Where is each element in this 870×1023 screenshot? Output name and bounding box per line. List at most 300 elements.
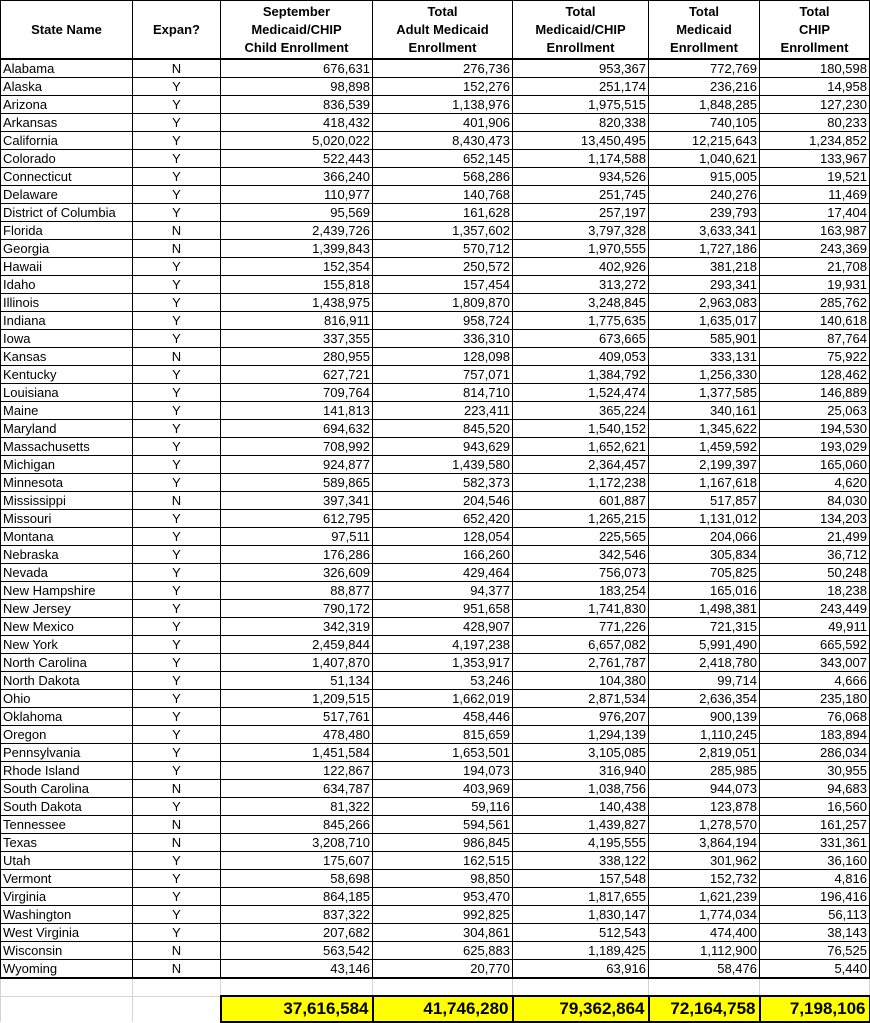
medicaid-chip-cell[interactable]: 313,272 (513, 276, 649, 294)
expansion-cell[interactable]: Y (133, 582, 221, 600)
expansion-cell[interactable]: N (133, 348, 221, 366)
header-total-medicaid[interactable]: Total Medicaid Enrollment (649, 1, 760, 60)
adult-medicaid-cell[interactable]: 428,907 (373, 618, 513, 636)
medicaid-cell[interactable]: 1,167,618 (649, 474, 760, 492)
chip-cell[interactable]: 180,598 (760, 59, 870, 78)
state-name-cell[interactable]: Minnesota (1, 474, 133, 492)
expansion-cell[interactable]: Y (133, 168, 221, 186)
state-name-cell[interactable]: New York (1, 636, 133, 654)
adult-medicaid-cell[interactable]: 845,520 (373, 420, 513, 438)
child-enrollment-cell[interactable]: 694,632 (221, 420, 373, 438)
medicaid-cell[interactable]: 1,040,621 (649, 150, 760, 168)
adult-medicaid-cell[interactable]: 570,712 (373, 240, 513, 258)
medicaid-cell[interactable]: 204,066 (649, 528, 760, 546)
medicaid-cell[interactable]: 1,459,592 (649, 438, 760, 456)
medicaid-cell[interactable]: 239,793 (649, 204, 760, 222)
child-enrollment-cell[interactable]: 708,992 (221, 438, 373, 456)
child-enrollment-cell[interactable]: 2,459,844 (221, 636, 373, 654)
medicaid-cell[interactable]: 240,276 (649, 186, 760, 204)
adult-medicaid-cell[interactable]: 1,662,019 (373, 690, 513, 708)
expansion-cell[interactable]: Y (133, 744, 221, 762)
chip-cell[interactable]: 285,762 (760, 294, 870, 312)
child-enrollment-cell[interactable]: 397,341 (221, 492, 373, 510)
medicaid-chip-cell[interactable]: 157,548 (513, 870, 649, 888)
medicaid-chip-cell[interactable]: 1,294,139 (513, 726, 649, 744)
medicaid-cell[interactable]: 3,864,194 (649, 834, 760, 852)
expansion-cell[interactable]: Y (133, 636, 221, 654)
state-name-cell[interactable]: Delaware (1, 186, 133, 204)
state-name-cell[interactable]: Louisiana (1, 384, 133, 402)
medicaid-chip-cell[interactable]: 934,526 (513, 168, 649, 186)
expansion-cell[interactable]: Y (133, 528, 221, 546)
medicaid-cell[interactable]: 2,636,354 (649, 690, 760, 708)
expansion-cell[interactable]: Y (133, 546, 221, 564)
chip-cell[interactable]: 331,361 (760, 834, 870, 852)
medicaid-chip-cell[interactable]: 1,652,621 (513, 438, 649, 456)
total-adult-medicaid[interactable]: 41,746,280 (373, 996, 513, 1022)
medicaid-cell[interactable]: 99,714 (649, 672, 760, 690)
child-enrollment-cell[interactable]: 155,818 (221, 276, 373, 294)
adult-medicaid-cell[interactable]: 223,411 (373, 402, 513, 420)
expansion-cell[interactable]: Y (133, 906, 221, 924)
adult-medicaid-cell[interactable]: 1,809,870 (373, 294, 513, 312)
chip-cell[interactable]: 127,230 (760, 96, 870, 114)
chip-cell[interactable]: 128,462 (760, 366, 870, 384)
state-name-cell[interactable]: Pennsylvania (1, 744, 133, 762)
child-enrollment-cell[interactable]: 612,795 (221, 510, 373, 528)
child-enrollment-cell[interactable]: 175,607 (221, 852, 373, 870)
adult-medicaid-cell[interactable]: 152,276 (373, 78, 513, 96)
expansion-cell[interactable]: N (133, 960, 221, 979)
medicaid-chip-cell[interactable]: 365,224 (513, 402, 649, 420)
adult-medicaid-cell[interactable]: 958,724 (373, 312, 513, 330)
medicaid-chip-cell[interactable]: 673,665 (513, 330, 649, 348)
state-name-cell[interactable]: Texas (1, 834, 133, 852)
state-name-cell[interactable]: Iowa (1, 330, 133, 348)
expansion-cell[interactable]: N (133, 780, 221, 798)
medicaid-cell[interactable]: 1,256,330 (649, 366, 760, 384)
child-enrollment-cell[interactable]: 5,020,022 (221, 132, 373, 150)
chip-cell[interactable]: 1,234,852 (760, 132, 870, 150)
state-name-cell[interactable]: New Hampshire (1, 582, 133, 600)
child-enrollment-cell[interactable]: 95,569 (221, 204, 373, 222)
medicaid-chip-cell[interactable]: 2,761,787 (513, 654, 649, 672)
adult-medicaid-cell[interactable]: 336,310 (373, 330, 513, 348)
medicaid-cell[interactable]: 2,819,051 (649, 744, 760, 762)
header-child-enrollment[interactable]: September Medicaid/CHIP Child Enrollment (221, 1, 373, 60)
medicaid-chip-cell[interactable]: 1,265,215 (513, 510, 649, 528)
chip-cell[interactable]: 84,030 (760, 492, 870, 510)
expansion-cell[interactable]: Y (133, 798, 221, 816)
medicaid-cell[interactable]: 152,732 (649, 870, 760, 888)
medicaid-chip-cell[interactable]: 257,197 (513, 204, 649, 222)
state-name-cell[interactable]: South Carolina (1, 780, 133, 798)
chip-cell[interactable]: 243,449 (760, 600, 870, 618)
medicaid-cell[interactable]: 1,635,017 (649, 312, 760, 330)
medicaid-cell[interactable]: 1,498,381 (649, 600, 760, 618)
child-enrollment-cell[interactable]: 1,209,515 (221, 690, 373, 708)
expansion-cell[interactable]: Y (133, 150, 221, 168)
child-enrollment-cell[interactable]: 790,172 (221, 600, 373, 618)
child-enrollment-cell[interactable]: 418,432 (221, 114, 373, 132)
state-name-cell[interactable]: Maryland (1, 420, 133, 438)
child-enrollment-cell[interactable]: 924,877 (221, 456, 373, 474)
chip-cell[interactable]: 30,955 (760, 762, 870, 780)
chip-cell[interactable]: 87,764 (760, 330, 870, 348)
adult-medicaid-cell[interactable]: 250,572 (373, 258, 513, 276)
child-enrollment-cell[interactable]: 837,322 (221, 906, 373, 924)
child-enrollment-cell[interactable]: 589,865 (221, 474, 373, 492)
child-enrollment-cell[interactable]: 366,240 (221, 168, 373, 186)
state-name-cell[interactable]: Tennessee (1, 816, 133, 834)
medicaid-cell[interactable]: 236,216 (649, 78, 760, 96)
medicaid-chip-cell[interactable]: 402,926 (513, 258, 649, 276)
state-name-cell[interactable]: Nevada (1, 564, 133, 582)
expansion-cell[interactable]: Y (133, 888, 221, 906)
state-name-cell[interactable]: New Jersey (1, 600, 133, 618)
state-name-cell[interactable]: Alabama (1, 59, 133, 78)
medicaid-chip-cell[interactable]: 1,975,515 (513, 96, 649, 114)
expansion-cell[interactable]: Y (133, 924, 221, 942)
chip-cell[interactable]: 76,525 (760, 942, 870, 960)
state-name-cell[interactable]: Vermont (1, 870, 133, 888)
expansion-cell[interactable]: Y (133, 384, 221, 402)
chip-cell[interactable]: 21,499 (760, 528, 870, 546)
expansion-cell[interactable]: N (133, 59, 221, 78)
adult-medicaid-cell[interactable]: 403,969 (373, 780, 513, 798)
child-enrollment-cell[interactable]: 845,266 (221, 816, 373, 834)
empty-cell[interactable] (649, 978, 760, 996)
expansion-cell[interactable]: N (133, 492, 221, 510)
medicaid-chip-cell[interactable]: 953,367 (513, 59, 649, 78)
medicaid-chip-cell[interactable]: 183,254 (513, 582, 649, 600)
medicaid-cell[interactable]: 58,476 (649, 960, 760, 979)
medicaid-chip-cell[interactable]: 1,384,792 (513, 366, 649, 384)
child-enrollment-cell[interactable]: 1,438,975 (221, 294, 373, 312)
chip-cell[interactable]: 133,967 (760, 150, 870, 168)
total-child-enrollment[interactable]: 37,616,584 (221, 996, 373, 1022)
medicaid-chip-cell[interactable]: 756,073 (513, 564, 649, 582)
expansion-cell[interactable]: Y (133, 204, 221, 222)
child-enrollment-cell[interactable]: 634,787 (221, 780, 373, 798)
child-enrollment-cell[interactable]: 43,146 (221, 960, 373, 979)
expansion-cell[interactable]: Y (133, 708, 221, 726)
medicaid-cell[interactable]: 585,901 (649, 330, 760, 348)
medicaid-chip-cell[interactable]: 3,105,085 (513, 744, 649, 762)
state-name-cell[interactable]: Montana (1, 528, 133, 546)
child-enrollment-cell[interactable]: 342,319 (221, 618, 373, 636)
state-name-cell[interactable]: Rhode Island (1, 762, 133, 780)
medicaid-chip-cell[interactable]: 251,174 (513, 78, 649, 96)
medicaid-cell[interactable]: 944,073 (649, 780, 760, 798)
child-enrollment-cell[interactable]: 141,813 (221, 402, 373, 420)
chip-cell[interactable]: 50,248 (760, 564, 870, 582)
child-enrollment-cell[interactable]: 98,898 (221, 78, 373, 96)
chip-cell[interactable]: 17,404 (760, 204, 870, 222)
child-enrollment-cell[interactable]: 1,407,870 (221, 654, 373, 672)
empty-cell[interactable] (133, 978, 221, 996)
chip-cell[interactable]: 343,007 (760, 654, 870, 672)
state-name-cell[interactable]: Washington (1, 906, 133, 924)
expansion-cell[interactable]: Y (133, 564, 221, 582)
child-enrollment-cell[interactable]: 709,764 (221, 384, 373, 402)
medicaid-cell[interactable]: 2,199,397 (649, 456, 760, 474)
expansion-cell[interactable]: Y (133, 186, 221, 204)
expansion-cell[interactable]: Y (133, 78, 221, 96)
chip-cell[interactable]: 4,666 (760, 672, 870, 690)
state-name-cell[interactable]: Arizona (1, 96, 133, 114)
medicaid-chip-cell[interactable]: 1,524,474 (513, 384, 649, 402)
child-enrollment-cell[interactable]: 88,877 (221, 582, 373, 600)
state-name-cell[interactable]: Mississippi (1, 492, 133, 510)
chip-cell[interactable]: 163,987 (760, 222, 870, 240)
medicaid-cell[interactable]: 474,400 (649, 924, 760, 942)
medicaid-cell[interactable]: 1,848,285 (649, 96, 760, 114)
medicaid-chip-cell[interactable]: 976,207 (513, 708, 649, 726)
medicaid-cell[interactable]: 333,131 (649, 348, 760, 366)
adult-medicaid-cell[interactable]: 1,138,976 (373, 96, 513, 114)
expansion-cell[interactable]: Y (133, 654, 221, 672)
medicaid-cell[interactable]: 740,105 (649, 114, 760, 132)
medicaid-cell[interactable]: 1,278,570 (649, 816, 760, 834)
medicaid-cell[interactable]: 2,418,780 (649, 654, 760, 672)
adult-medicaid-cell[interactable]: 594,561 (373, 816, 513, 834)
medicaid-cell[interactable]: 1,112,900 (649, 942, 760, 960)
adult-medicaid-cell[interactable]: 953,470 (373, 888, 513, 906)
medicaid-cell[interactable]: 1,727,186 (649, 240, 760, 258)
header-total-chip[interactable]: Total CHIP Enrollment (760, 1, 870, 60)
adult-medicaid-cell[interactable]: 53,246 (373, 672, 513, 690)
empty-cell[interactable] (1, 978, 133, 996)
medicaid-cell[interactable]: 1,377,585 (649, 384, 760, 402)
header-total-medicaid-chip[interactable]: Total Medicaid/CHIP Enrollment (513, 1, 649, 60)
empty-cell[interactable] (513, 978, 649, 996)
adult-medicaid-cell[interactable]: 1,653,501 (373, 744, 513, 762)
expansion-cell[interactable]: Y (133, 600, 221, 618)
header-state-name[interactable]: State Name (1, 1, 133, 60)
adult-medicaid-cell[interactable]: 582,373 (373, 474, 513, 492)
medicaid-cell[interactable]: 1,110,245 (649, 726, 760, 744)
adult-medicaid-cell[interactable]: 1,439,580 (373, 456, 513, 474)
chip-cell[interactable]: 25,063 (760, 402, 870, 420)
chip-cell[interactable]: 140,618 (760, 312, 870, 330)
medicaid-chip-cell[interactable]: 820,338 (513, 114, 649, 132)
medicaid-chip-cell[interactable]: 512,543 (513, 924, 649, 942)
expansion-cell[interactable]: Y (133, 438, 221, 456)
adult-medicaid-cell[interactable]: 276,736 (373, 59, 513, 78)
adult-medicaid-cell[interactable]: 986,845 (373, 834, 513, 852)
child-enrollment-cell[interactable]: 326,609 (221, 564, 373, 582)
medicaid-chip-cell[interactable]: 1,189,425 (513, 942, 649, 960)
expansion-cell[interactable]: N (133, 834, 221, 852)
medicaid-chip-cell[interactable]: 3,248,845 (513, 294, 649, 312)
adult-medicaid-cell[interactable]: 20,770 (373, 960, 513, 979)
medicaid-cell[interactable]: 165,016 (649, 582, 760, 600)
state-name-cell[interactable]: Georgia (1, 240, 133, 258)
chip-cell[interactable]: 49,911 (760, 618, 870, 636)
medicaid-chip-cell[interactable]: 771,226 (513, 618, 649, 636)
expansion-cell[interactable]: N (133, 816, 221, 834)
adult-medicaid-cell[interactable]: 162,515 (373, 852, 513, 870)
adult-medicaid-cell[interactable]: 166,260 (373, 546, 513, 564)
adult-medicaid-cell[interactable]: 304,861 (373, 924, 513, 942)
state-name-cell[interactable]: Utah (1, 852, 133, 870)
empty-cell[interactable] (221, 978, 373, 996)
adult-medicaid-cell[interactable]: 59,116 (373, 798, 513, 816)
empty-cell[interactable] (1, 996, 133, 1022)
adult-medicaid-cell[interactable]: 401,906 (373, 114, 513, 132)
child-enrollment-cell[interactable]: 676,631 (221, 59, 373, 78)
state-name-cell[interactable]: Oklahoma (1, 708, 133, 726)
total-chip[interactable]: 7,198,106 (760, 996, 870, 1022)
expansion-cell[interactable]: Y (133, 258, 221, 276)
chip-cell[interactable]: 80,233 (760, 114, 870, 132)
state-name-cell[interactable]: Wisconsin (1, 942, 133, 960)
child-enrollment-cell[interactable]: 81,322 (221, 798, 373, 816)
chip-cell[interactable]: 4,620 (760, 474, 870, 492)
child-enrollment-cell[interactable]: 478,480 (221, 726, 373, 744)
child-enrollment-cell[interactable]: 152,354 (221, 258, 373, 276)
expansion-cell[interactable]: Y (133, 510, 221, 528)
expansion-cell[interactable]: Y (133, 672, 221, 690)
expansion-cell[interactable]: N (133, 942, 221, 960)
state-name-cell[interactable]: Kentucky (1, 366, 133, 384)
adult-medicaid-cell[interactable]: 98,850 (373, 870, 513, 888)
state-name-cell[interactable]: Illinois (1, 294, 133, 312)
chip-cell[interactable]: 21,708 (760, 258, 870, 276)
adult-medicaid-cell[interactable]: 161,628 (373, 204, 513, 222)
medicaid-cell[interactable]: 12,215,643 (649, 132, 760, 150)
child-enrollment-cell[interactable]: 517,761 (221, 708, 373, 726)
medicaid-chip-cell[interactable]: 13,450,495 (513, 132, 649, 150)
expansion-cell[interactable]: Y (133, 366, 221, 384)
state-name-cell[interactable]: Oregon (1, 726, 133, 744)
state-name-cell[interactable]: Missouri (1, 510, 133, 528)
chip-cell[interactable]: 194,530 (760, 420, 870, 438)
state-name-cell[interactable]: Ohio (1, 690, 133, 708)
child-enrollment-cell[interactable]: 1,451,584 (221, 744, 373, 762)
state-name-cell[interactable]: District of Columbia (1, 204, 133, 222)
expansion-cell[interactable]: Y (133, 402, 221, 420)
medicaid-cell[interactable]: 1,621,239 (649, 888, 760, 906)
state-name-cell[interactable]: North Carolina (1, 654, 133, 672)
chip-cell[interactable]: 665,592 (760, 636, 870, 654)
medicaid-cell[interactable]: 900,139 (649, 708, 760, 726)
adult-medicaid-cell[interactable]: 814,710 (373, 384, 513, 402)
adult-medicaid-cell[interactable]: 1,357,602 (373, 222, 513, 240)
medicaid-cell[interactable]: 285,985 (649, 762, 760, 780)
child-enrollment-cell[interactable]: 2,439,726 (221, 222, 373, 240)
header-adult-medicaid[interactable]: Total Adult Medicaid Enrollment (373, 1, 513, 60)
child-enrollment-cell[interactable]: 176,286 (221, 546, 373, 564)
expansion-cell[interactable]: Y (133, 726, 221, 744)
medicaid-chip-cell[interactable]: 601,887 (513, 492, 649, 510)
state-name-cell[interactable]: Connecticut (1, 168, 133, 186)
adult-medicaid-cell[interactable]: 194,073 (373, 762, 513, 780)
state-name-cell[interactable]: Wyoming (1, 960, 133, 979)
state-name-cell[interactable]: North Dakota (1, 672, 133, 690)
adult-medicaid-cell[interactable]: 992,825 (373, 906, 513, 924)
expansion-cell[interactable]: Y (133, 312, 221, 330)
child-enrollment-cell[interactable]: 864,185 (221, 888, 373, 906)
expansion-cell[interactable]: N (133, 240, 221, 258)
adult-medicaid-cell[interactable]: 4,197,238 (373, 636, 513, 654)
medicaid-cell[interactable]: 915,005 (649, 168, 760, 186)
chip-cell[interactable]: 38,143 (760, 924, 870, 942)
expansion-cell[interactable]: Y (133, 762, 221, 780)
chip-cell[interactable]: 56,113 (760, 906, 870, 924)
chip-cell[interactable]: 146,889 (760, 384, 870, 402)
chip-cell[interactable]: 76,068 (760, 708, 870, 726)
child-enrollment-cell[interactable]: 122,867 (221, 762, 373, 780)
medicaid-chip-cell[interactable]: 338,122 (513, 852, 649, 870)
expansion-cell[interactable]: Y (133, 114, 221, 132)
medicaid-chip-cell[interactable]: 316,940 (513, 762, 649, 780)
state-name-cell[interactable]: Idaho (1, 276, 133, 294)
child-enrollment-cell[interactable]: 1,399,843 (221, 240, 373, 258)
medicaid-cell[interactable]: 3,633,341 (649, 222, 760, 240)
medicaid-chip-cell[interactable]: 104,380 (513, 672, 649, 690)
state-name-cell[interactable]: Michigan (1, 456, 133, 474)
empty-cell[interactable] (760, 978, 870, 996)
expansion-cell[interactable]: Y (133, 456, 221, 474)
child-enrollment-cell[interactable]: 207,682 (221, 924, 373, 942)
state-name-cell[interactable]: Alaska (1, 78, 133, 96)
medicaid-cell[interactable]: 705,825 (649, 564, 760, 582)
medicaid-chip-cell[interactable]: 251,745 (513, 186, 649, 204)
medicaid-chip-cell[interactable]: 225,565 (513, 528, 649, 546)
medicaid-cell[interactable]: 1,131,012 (649, 510, 760, 528)
header-expansion[interactable]: Expan? (133, 1, 221, 60)
expansion-cell[interactable]: Y (133, 474, 221, 492)
medicaid-chip-cell[interactable]: 6,657,082 (513, 636, 649, 654)
adult-medicaid-cell[interactable]: 157,454 (373, 276, 513, 294)
medicaid-cell[interactable]: 301,962 (649, 852, 760, 870)
child-enrollment-cell[interactable]: 280,955 (221, 348, 373, 366)
state-name-cell[interactable]: Kansas (1, 348, 133, 366)
medicaid-chip-cell[interactable]: 2,871,534 (513, 690, 649, 708)
state-name-cell[interactable]: Nebraska (1, 546, 133, 564)
medicaid-cell[interactable]: 123,878 (649, 798, 760, 816)
adult-medicaid-cell[interactable]: 951,658 (373, 600, 513, 618)
chip-cell[interactable]: 193,029 (760, 438, 870, 456)
chip-cell[interactable]: 243,369 (760, 240, 870, 258)
medicaid-chip-cell[interactable]: 1,038,756 (513, 780, 649, 798)
medicaid-chip-cell[interactable]: 409,053 (513, 348, 649, 366)
adult-medicaid-cell[interactable]: 204,546 (373, 492, 513, 510)
medicaid-chip-cell[interactable]: 1,439,827 (513, 816, 649, 834)
child-enrollment-cell[interactable]: 563,542 (221, 942, 373, 960)
chip-cell[interactable]: 286,034 (760, 744, 870, 762)
chip-cell[interactable]: 14,958 (760, 78, 870, 96)
medicaid-chip-cell[interactable]: 1,775,635 (513, 312, 649, 330)
chip-cell[interactable]: 235,180 (760, 690, 870, 708)
chip-cell[interactable]: 165,060 (760, 456, 870, 474)
state-name-cell[interactable]: Florida (1, 222, 133, 240)
adult-medicaid-cell[interactable]: 1,353,917 (373, 654, 513, 672)
child-enrollment-cell[interactable]: 522,443 (221, 150, 373, 168)
empty-cell[interactable] (133, 996, 221, 1022)
medicaid-cell[interactable]: 293,341 (649, 276, 760, 294)
expansion-cell[interactable]: Y (133, 852, 221, 870)
child-enrollment-cell[interactable]: 110,977 (221, 186, 373, 204)
medicaid-cell[interactable]: 1,345,622 (649, 420, 760, 438)
adult-medicaid-cell[interactable]: 458,446 (373, 708, 513, 726)
adult-medicaid-cell[interactable]: 625,883 (373, 942, 513, 960)
medicaid-cell[interactable]: 5,991,490 (649, 636, 760, 654)
adult-medicaid-cell[interactable]: 8,430,473 (373, 132, 513, 150)
medicaid-chip-cell[interactable]: 2,364,457 (513, 456, 649, 474)
